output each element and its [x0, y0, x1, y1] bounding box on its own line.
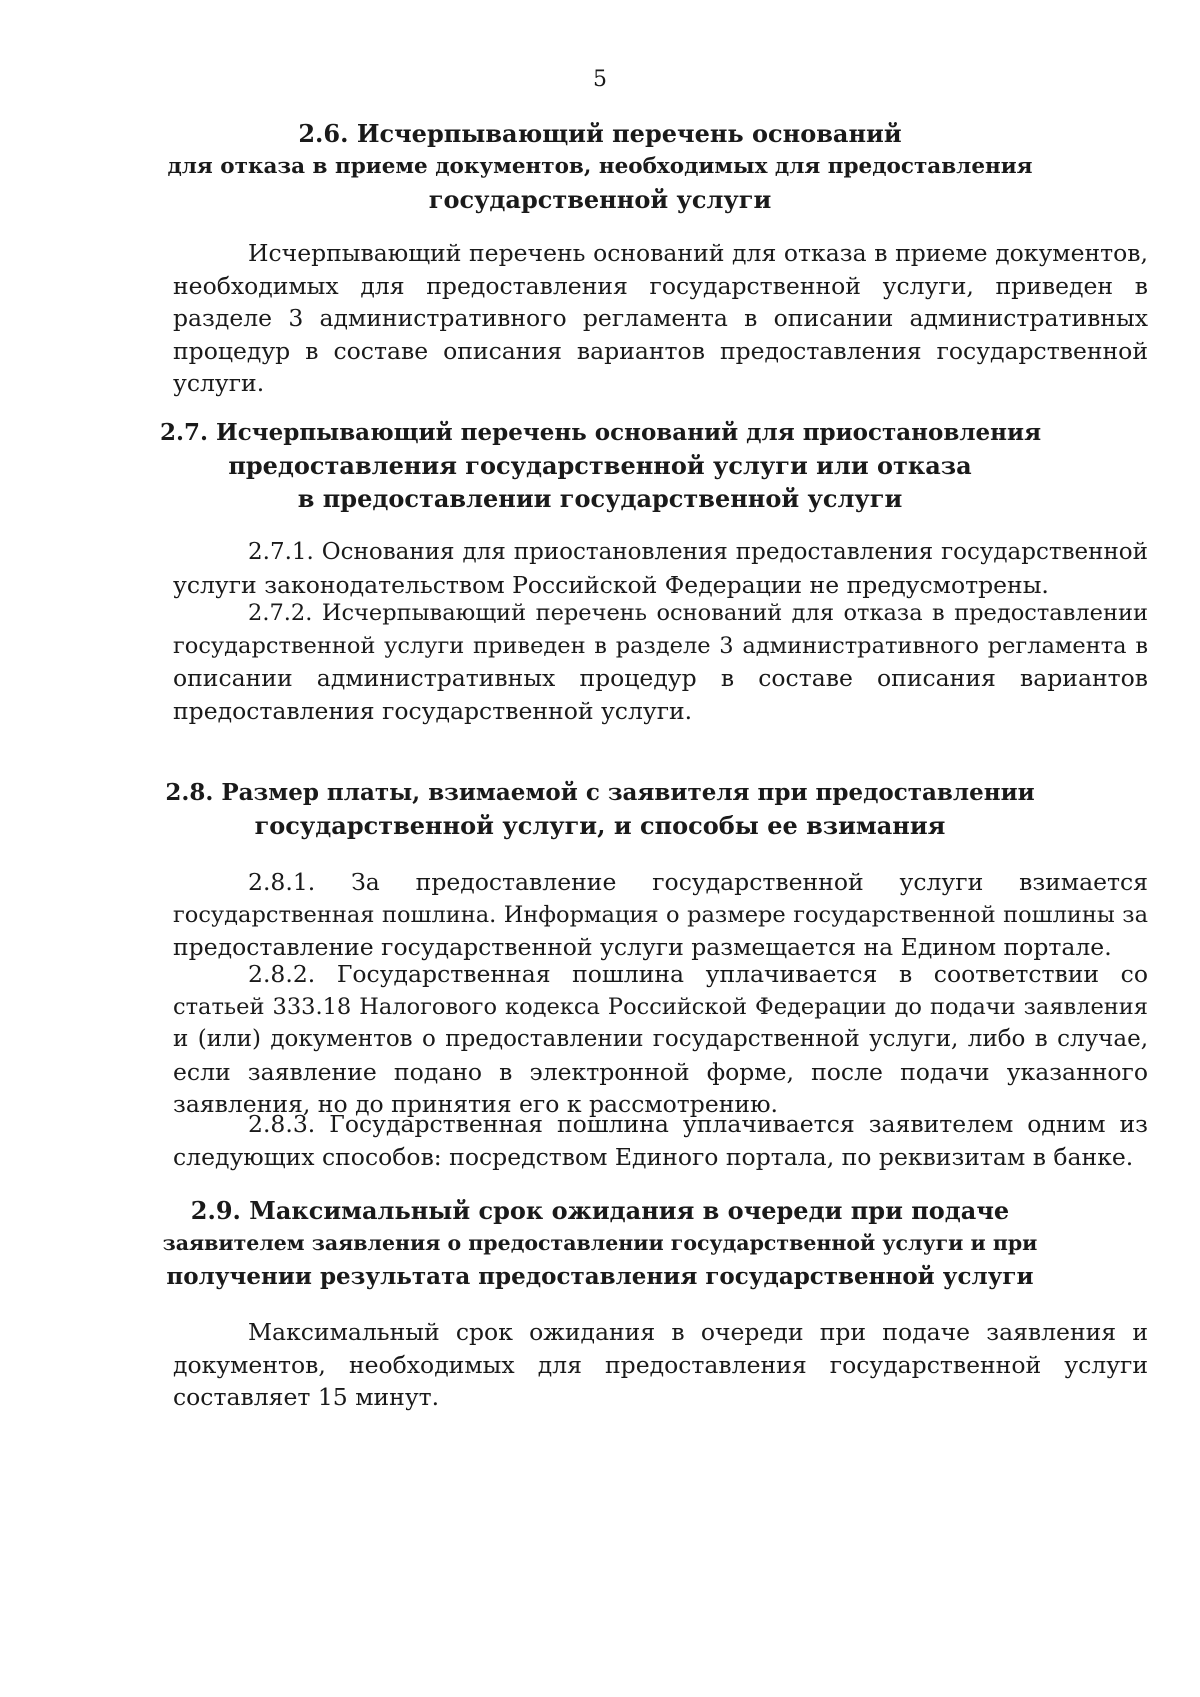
heading-line: 2.7. Исчерпывающий перечень оснований для приостановления: [160, 419, 1042, 446]
text-line: 2.8.2. Государственная пошлина уплачивается в соответствии со: [248, 960, 1148, 988]
text-line: следующих способов: посредством Единого портала, по реквизитам в банке.: [173, 1142, 1134, 1171]
heading-line: для отказа в приеме документов, необходимых для предоставления: [167, 154, 1033, 179]
paragraph-2-8-1: [173, 866, 1148, 964]
heading-line: 2.6. Исчерпывающий перечень оснований: [298, 119, 902, 148]
text-line: 2.7.2. Исчерпывающий перечень оснований для отказа в предоставлении: [248, 600, 1148, 626]
text-line: и (или) документов о предоставлении государственной услуги, либо в случае,: [173, 1026, 1148, 1052]
text-line: государственная пошлина. Информация о размере государственной пошлины за: [173, 901, 1148, 928]
page-number: 5: [593, 67, 607, 92]
text-line: если заявление подано в электронной форме, после подачи указанного: [173, 1057, 1148, 1086]
text-line: 2.8.3. Государственная пошлина уплачивается заявителем одним из: [248, 1110, 1148, 1138]
section-2-8-heading: [160, 776, 1040, 842]
text-line: услуги.: [173, 369, 265, 397]
text-line: составляет 15 минут.: [173, 1383, 440, 1411]
text-line: описании административных процедур в составе описания вариантов: [173, 664, 1148, 692]
text-line: 2.7.1. Основания для приостановления предоставления государственной: [248, 539, 1148, 565]
text-line: Максимальный срок ожидания в очереди при подаче заявления и: [248, 1318, 1148, 1346]
text-line: государственной услуги приведен в разделе 3 административного регламента в: [173, 632, 1148, 659]
section-2-9-heading: [160, 1194, 1040, 1293]
text-line: статьей 333.18 Налогового кодекса Российской Федерации до подачи заявления: [173, 993, 1148, 1020]
text-line: процедур в составе описания вариантов предоставления государственной: [173, 336, 1148, 365]
text-line: предоставление государственной услуги размещается на Едином портале.: [173, 933, 1112, 961]
heading-line: 2.9. Максимальный срок ожидания в очереди при подаче: [190, 1196, 1010, 1225]
paragraph-2-7-2: [173, 597, 1148, 727]
text-line: разделе 3 административного регламента в описании административных: [173, 304, 1148, 332]
paragraph-2-8-2: [173, 958, 1148, 1121]
heading-line: государственной услуги, и способы ее взимания: [254, 811, 946, 840]
paragraph-2-7-1: [173, 536, 1148, 601]
text-line: Исчерпывающий перечень оснований для отказа в приеме документов,: [248, 239, 1148, 267]
text-line: заявления, но до принятия его к рассмотрению.: [173, 1090, 778, 1118]
section-2-7-heading: [160, 416, 1040, 515]
text-line: предоставления государственной услуги.: [173, 696, 693, 725]
text-line: необходимых для предоставления государственной услуги, приведен в: [173, 271, 1148, 300]
text-line: 2.8.1. За предоставление государственной услуги взимается: [248, 868, 1148, 896]
heading-line: заявителем заявления о предоставлении государственной услуги и при: [162, 1231, 1038, 1255]
section-2-9-paragraph: [173, 1316, 1148, 1414]
heading-line: 2.8. Размер платы, взимаемой с заявителя при предоставлении: [165, 779, 1035, 806]
paragraph-2-8-3: [173, 1108, 1148, 1173]
heading-line: в предоставлении государственной услуги: [297, 484, 903, 513]
heading-line: предоставления государственной услуги или отказа: [228, 451, 972, 480]
text-line: документов, необходимых для предоставления государственной услуги: [173, 1350, 1148, 1379]
heading-line: государственной услуги: [428, 185, 772, 214]
heading-line: получении результата предоставления государственной услуги: [166, 1263, 1034, 1290]
section-2-6-paragraph: [173, 237, 1148, 400]
text-line: услуги законодательством Российской Федерации не предусмотрены.: [173, 570, 1049, 599]
section-2-6-heading: [160, 117, 1040, 216]
